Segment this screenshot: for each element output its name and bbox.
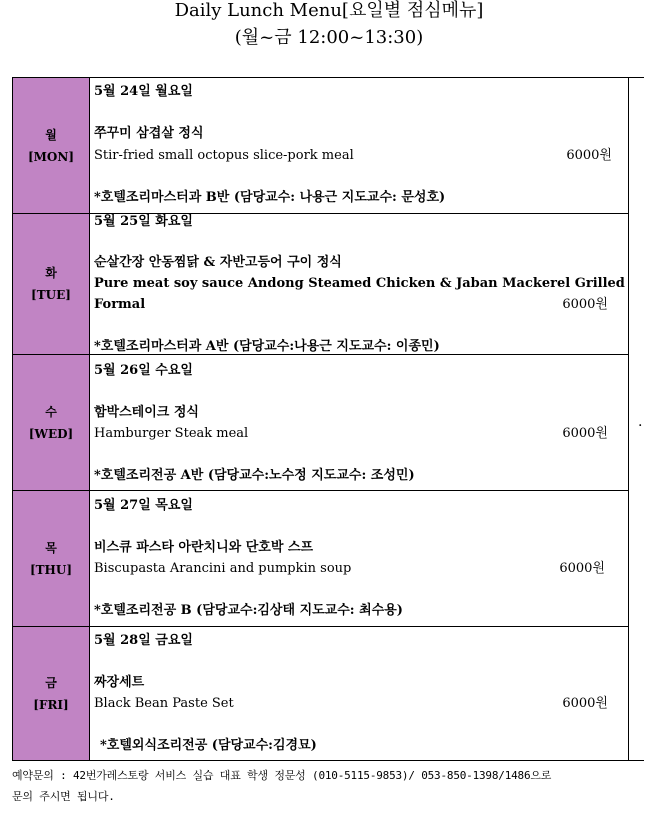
menu-price: 6000원 [559, 561, 605, 576]
menu-name-ko: 함박스테이크 정식 [94, 405, 199, 420]
menu-name-ko: 비스큐 파스타 아란치니와 단호박 스프 [94, 540, 314, 555]
day-ko: 목 [45, 540, 57, 555]
column-divider [89, 77, 90, 761]
menu-team: *호텔조리전공 A반 (담당교수:노수정 지도교수: 조성민) [94, 468, 415, 483]
menu-date: 5월 25일 화요일 [94, 214, 193, 229]
menu-name-ko: 순살간장 안동찜닭 & 자반고등어 구이 정식 [94, 255, 342, 270]
reservation-info-line1: 예약문의 : 42번가레스토랑 서비스 실습 대표 학생 정문성 (010-5115-9853)/ 053-850-1398/1486으로 [12, 769, 552, 782]
menu-team: *호텔조리마스터과 B반 (담당교수: 나용근 지도교수: 문성호) [94, 190, 446, 205]
side-mark: . [638, 414, 643, 430]
day-ko: 금 [45, 675, 57, 690]
menu-name-en: Hamburger Steak meal [94, 426, 249, 441]
day-ko: 화 [45, 266, 57, 280]
weekly-menu-table [12, 77, 644, 761]
menu-team: *호텔외식조리전공 (담당교수:김경묘) [100, 738, 317, 753]
day-cell-wed [13, 355, 89, 490]
day-cell-tue [13, 214, 89, 354]
row-divider [12, 626, 628, 627]
menu-date: 5월 26일 수요일 [94, 363, 193, 378]
row-divider [12, 490, 628, 491]
menu-team: *호텔조리마스터과 A반 (담당교수:나용근 지도교수: 이종민) [94, 339, 440, 354]
day-cell-fri [13, 627, 89, 760]
menu-date: 5월 28일 금요일 [94, 633, 193, 648]
menu-name-en-cont: Formal [94, 297, 146, 312]
day-en: [MON] [27, 149, 75, 164]
day-en: [TUE] [31, 288, 71, 302]
menu-price: 6000원 [562, 426, 608, 441]
menu-title: Daily Lunch Menu[요일별 점심메뉴] [174, 0, 484, 21]
menu-name-en: Black Bean Paste Set [94, 696, 234, 711]
menu-name-en: Biscupasta Arancini and pumpkin soup [94, 561, 352, 576]
table-border-bottom [12, 760, 644, 761]
menu-price: 6000원 [566, 148, 612, 163]
day-cell-mon [13, 78, 89, 213]
serving-hours: (월~금 12:00~13:30) [234, 27, 424, 48]
day-cell-thu [13, 491, 89, 626]
menu-name-ko: 짜장세트 [94, 675, 145, 690]
menu-name-en: Pure meat soy sauce Andong Steamed Chicken & Jaban Mackerel Grilled [94, 276, 625, 291]
day-ko: 월 [45, 127, 57, 142]
day-en: [WED] [28, 426, 74, 441]
menu-team: *호텔조리전공 B (담당교수:김상태 지도교수: 최수용) [94, 603, 403, 618]
day-en: [THU] [29, 562, 73, 577]
menu-price: 6000원 [562, 696, 608, 711]
reservation-info-line2: 문의 주시면 됩니다. [12, 790, 115, 803]
table-border-top [12, 77, 644, 78]
menu-date: 5월 24일 월요일 [94, 84, 193, 99]
day-ko: 수 [45, 404, 57, 419]
day-en: [FRI] [33, 697, 69, 712]
menu-price: 6000원 [562, 297, 608, 312]
menu-name-en: Stir-fried small octopus slice-pork meal [94, 148, 354, 163]
menu-name-ko: 쭈꾸미 삼겹살 정식 [94, 126, 204, 141]
menu-date: 5월 27일 목요일 [94, 498, 193, 513]
column-divider-right [628, 77, 629, 761]
